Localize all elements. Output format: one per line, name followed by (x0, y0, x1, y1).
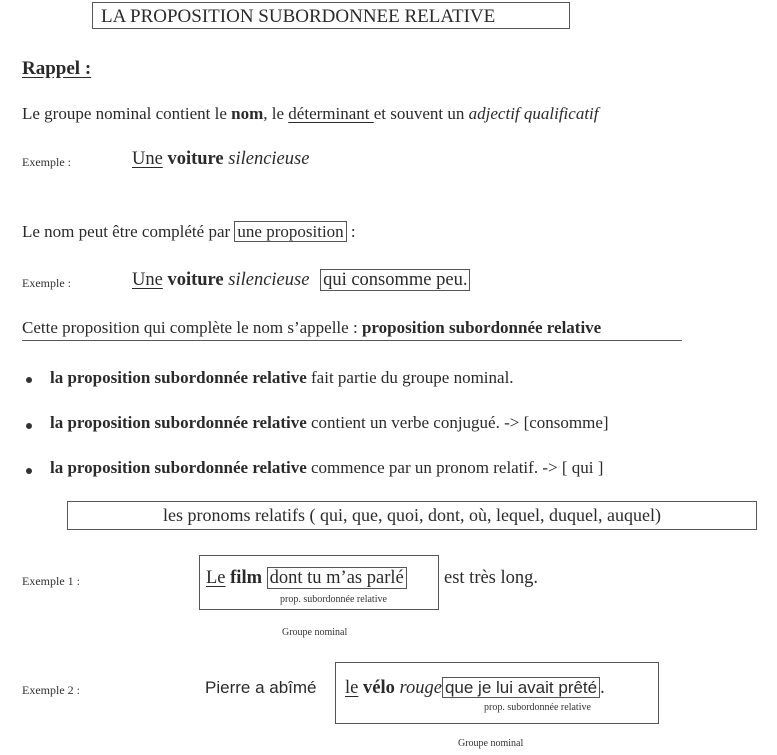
relative-clause-caption: prop. subordonnée relative (484, 702, 591, 713)
bullet-item-2 (50, 413, 609, 433)
boxed-term-proposition: une proposition (234, 221, 346, 242)
example-noun: voiture (167, 149, 224, 169)
example-2-label: Exemple 2 : (22, 683, 80, 697)
bullet-dot-icon (26, 377, 32, 383)
text-fragment: , le (263, 104, 289, 123)
bullet-dot-icon (26, 468, 32, 474)
example-label: Exemple : (22, 276, 71, 290)
example-phrase-1 (132, 149, 309, 170)
example-determinant: Une (132, 270, 163, 290)
relative-clause-caption: prop. subordonnée relative (280, 594, 387, 605)
groupe-nominal-caption: Groupe nominal (282, 627, 348, 638)
example-noun: voiture (167, 270, 224, 290)
example-determinant: Le (206, 568, 226, 588)
example-relative-clause: qui consomme peu. (320, 269, 470, 291)
bullet-dot-icon (26, 423, 32, 429)
text-fragment: Le groupe nominal contient le (22, 104, 232, 123)
term-nom: nom (231, 104, 264, 123)
example-phrase-2 (132, 270, 470, 291)
example-noun: film (230, 568, 262, 588)
example-2-prefix: Pierre a abîmé (205, 678, 317, 697)
bullet-text: contient un verbe conjugué. -> [consomme] (306, 413, 609, 432)
example-1-label: Exemple 1 : (22, 574, 80, 588)
bullet-term: la proposition subordonnée relative (50, 368, 307, 387)
example-adjective: rouge (399, 678, 442, 698)
section-heading-rappel: Rappel : (22, 58, 92, 79)
definition-line-relative (22, 318, 682, 341)
example-relative-clause: que je lui avait prêté (442, 677, 600, 698)
relative-pronouns-box: les pronoms relatifs ( qui, que, quoi, dont, où, lequel, duquel, auquel) (67, 501, 757, 530)
example-noun: vélo (362, 678, 395, 698)
bullet-text: fait partie du groupe nominal. (306, 368, 514, 387)
bullet-text: commence par un pronom relatif. -> [ qui ] (306, 458, 604, 477)
example-2-group (345, 678, 605, 699)
example-relative-clause: dont tu m’as parlé (267, 567, 407, 589)
example-adjective: silencieuse (228, 270, 310, 290)
term-proposition-relative: proposition subordonnée relative (361, 318, 602, 337)
text-fragment: et souvent un (373, 104, 469, 123)
term-adjectif: adjectif qualificatif (468, 104, 599, 123)
definition-line-groupe-nominal (22, 104, 599, 124)
groupe-nominal-caption: Groupe nominal (458, 738, 524, 749)
text-fragment: Le nom peut être complété par (22, 222, 235, 241)
text-fragment: : (346, 222, 356, 241)
term-determinant: déterminant (288, 104, 374, 123)
bullet-item-3 (50, 458, 603, 478)
text-fragment: . (600, 678, 605, 698)
definition-line-complement (22, 222, 356, 242)
bullet-term: la proposition subordonnée relative (50, 458, 307, 477)
example-1-rest: est très long. (444, 568, 539, 588)
page-title: LA PROPOSITION SUBORDONNEE RELATIVE (92, 2, 570, 29)
example-1-group (206, 568, 407, 589)
bullet-item-1 (50, 368, 514, 388)
text-fragment: Cette proposition qui complète le nom s’appelle : (22, 318, 362, 337)
bullet-term: la proposition subordonnée relative (50, 413, 307, 432)
example-determinant: Une (132, 149, 163, 169)
example-label: Exemple : (22, 155, 71, 169)
example-adjective: silencieuse (228, 149, 310, 169)
example-determinant: le (345, 678, 359, 698)
